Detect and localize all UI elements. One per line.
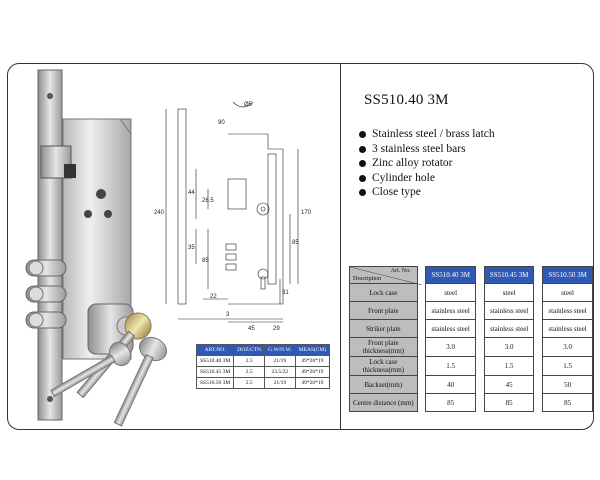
table-cell: stainless steel (426, 302, 476, 320)
dim-label: 240 (154, 210, 165, 216)
feature-item: Close type (356, 185, 495, 200)
table-cell: SS510.50 3M (197, 378, 234, 389)
feature-item: 3 stainless steel bars (356, 142, 495, 157)
description-label: Description (353, 276, 381, 282)
table-cell: 3.0 (543, 338, 593, 357)
table-cell: 3.0 (426, 338, 476, 357)
feature-list (356, 127, 495, 200)
table-cell: 49*26*19 (295, 367, 330, 378)
table-row (350, 284, 593, 302)
table-cell: 2.5 (234, 356, 265, 367)
table-cell: 40 (426, 376, 476, 394)
table-cell: 3.0 (484, 338, 534, 357)
dim-label: 29 (273, 326, 280, 332)
table-cell: SS510.45 3M (197, 367, 234, 378)
dim-label: 22 (210, 294, 217, 300)
table-cell: steel (543, 284, 593, 302)
product-card (7, 63, 594, 430)
art-no-label: Art. No. (390, 268, 411, 274)
feature-item: Zinc alloy rotator (356, 156, 495, 171)
column-header: SS510.50 3M (543, 267, 593, 284)
table-row (350, 302, 593, 320)
table-cell: 1.5 (426, 357, 476, 376)
table-cell: 85 (426, 394, 476, 412)
table-cell: 21/19 (265, 356, 295, 367)
feature-item: Stainless steel / brass latch (356, 127, 495, 142)
row-header: Front plate thickness(mm) (350, 338, 418, 357)
table-cell: 85 (543, 394, 593, 412)
table-row (350, 394, 593, 412)
table-cell: 23.5/22 (265, 367, 295, 378)
table-cell: 49*26*19 (295, 378, 330, 389)
dim-label: 31 (282, 290, 289, 296)
table-cell: stainless steel (426, 320, 476, 338)
table-row (350, 338, 593, 357)
row-header: Front plate (350, 302, 418, 320)
table-row (350, 376, 593, 394)
table-cell: steel (484, 284, 534, 302)
column-header: DOZ/CTN (234, 345, 265, 356)
dim-label: Ø5 (244, 102, 253, 108)
table-row (197, 345, 330, 356)
table-cell: stainless steel (484, 320, 534, 338)
table-cell: 50 (543, 376, 593, 394)
row-header: Lock case thickness(mm) (350, 357, 418, 376)
table-cell: 45 (484, 376, 534, 394)
table-cell: stainless steel (543, 320, 593, 338)
table-cell: 49*26*19 (295, 356, 330, 367)
table-cell: stainless steel (543, 302, 593, 320)
technical-drawing (148, 94, 338, 334)
row-header: Striker plate (350, 320, 418, 338)
dim-label: 45 (248, 326, 255, 332)
table-cell: steel (426, 284, 476, 302)
table-cell: 21/19 (265, 378, 295, 389)
row-header: Lock case (350, 284, 418, 302)
column-header: MEAS(CM) (295, 345, 330, 356)
table-row (197, 356, 330, 367)
dim-label: 85 (292, 240, 299, 246)
column-header: G.W/N.W. (265, 345, 295, 356)
table-cell: 1.5 (543, 357, 593, 376)
column-header: SS510.40 3M (426, 267, 476, 284)
table-row (197, 378, 330, 389)
feature-item: Cylinder hole (356, 171, 495, 186)
corner-cell (350, 267, 418, 284)
table-cell: 2.5 (234, 378, 265, 389)
product-title: SS510.40 3M (364, 92, 449, 108)
vertical-divider (340, 64, 341, 429)
dim-label: 3 (226, 312, 230, 318)
dim-label: 44 (188, 190, 195, 196)
dim-label: 26.5 (202, 198, 214, 204)
spec-table (349, 266, 593, 412)
table-row (350, 267, 593, 284)
table-cell: SS510.40 3M (197, 356, 234, 367)
dim-label: 90 (218, 120, 225, 126)
dim-label: 170 (301, 210, 312, 216)
table-row (197, 367, 330, 378)
dim-label: 35 (188, 245, 195, 251)
row-header: Backset(mm) (350, 376, 418, 394)
table-row (350, 357, 593, 376)
table-cell: 2.5 (234, 367, 265, 378)
column-header: ART.NO. (197, 345, 234, 356)
packing-table (196, 344, 330, 389)
table-row (350, 320, 593, 338)
column-header: SS510.45 3M (484, 267, 534, 284)
table-cell: 85 (484, 394, 534, 412)
table-cell: 1.5 (484, 357, 534, 376)
row-header: Centre distance (mm) (350, 394, 418, 412)
dim-label: 85 (202, 258, 209, 264)
table-cell: stainless steel (484, 302, 534, 320)
